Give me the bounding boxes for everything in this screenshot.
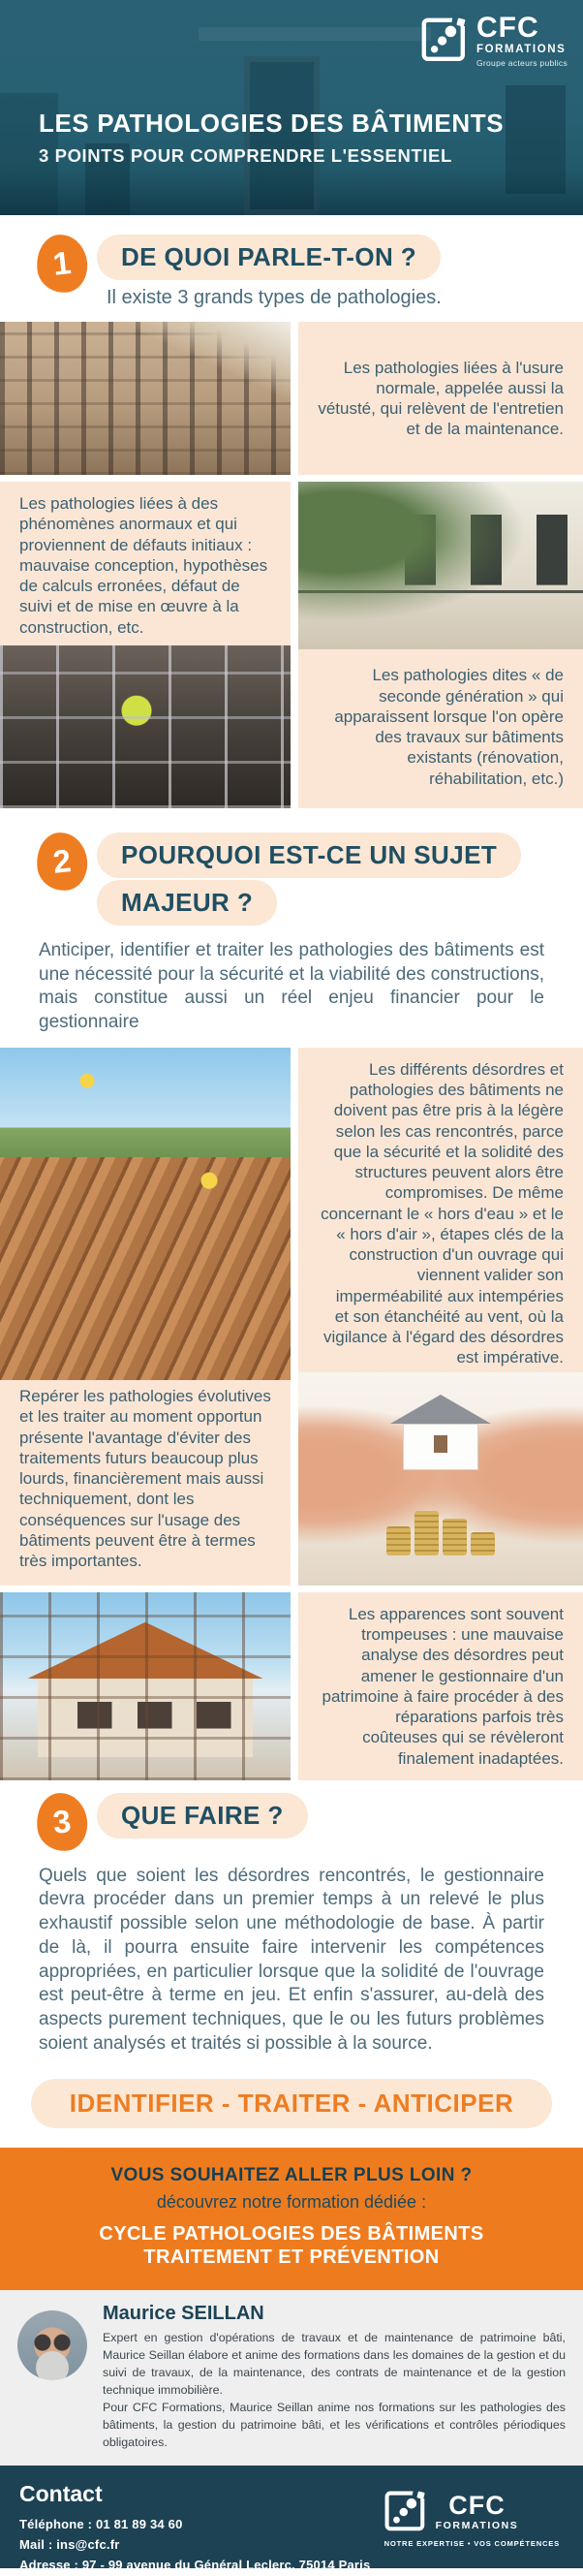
- contact-mail: Mail : ins@cfc.fr: [19, 2536, 120, 2552]
- section-3-title: QUE FAIRE ?: [97, 1793, 308, 1838]
- pathology-card-4: [298, 1048, 583, 1380]
- coin-stack: [443, 1519, 467, 1555]
- section-2-title-line1: POURQUOI EST-CE UN SUJET: [97, 832, 521, 878]
- decayed-building-photo: [0, 322, 291, 475]
- footer-logo-tagline: NOTRE EXPERTISE • VOS COMPÉTENCES: [384, 2539, 560, 2549]
- slogan-banner: IDENTIFIER - TRAITER - ANTICIPER: [31, 2079, 552, 2128]
- hands-house-coins-photo: [298, 1372, 583, 1586]
- cta-course-line1: CYCLE PATHOLOGIES DES BÂTIMENTS: [99, 2223, 484, 2246]
- pathology-card-2: [0, 482, 291, 649]
- pathology-card-3: [298, 645, 583, 808]
- house-model-roof: [390, 1395, 491, 1424]
- logo-subname: FORMATIONS: [476, 44, 567, 55]
- pathology-card-2-text: Les pathologies liées à des phénomènes anormaux et qui proviennent de défauts initiaux : mauvaise conception, hypothèses de calculs erronées, défaut de suivi et de mise en œuvre à la construction, etc.: [19, 494, 268, 637]
- hero-photo-shape: [506, 85, 566, 194]
- pathology-card-5: [0, 1372, 291, 1586]
- expert-name: Maurice SEILLAN: [103, 2303, 264, 2325]
- contact-block: [19, 2481, 370, 2575]
- house-model: [403, 1424, 478, 1470]
- section-1-rows: [0, 322, 583, 815]
- scaffolding-photo: [0, 645, 291, 808]
- cta-heading: VOUS SOUHAITEZ ALLER PLUS LOIN ?: [110, 2165, 473, 2186]
- logo-name: CFC: [448, 2491, 506, 2521]
- coin-stack: [386, 1526, 411, 1555]
- section-3-paragraph: Quels que soient les désordres rencontrés, le gestionnaire devra procéder dans un premier temps à un relevé le plus exhaustif possible selon une méthodologie de base. À partir de là, il pourra ensuite faire intervenir les compétences appropriées, en particulier lorsque que la solidité de l'ouvrage est peut-être à terme en jeu. Et enfin s'assurer, au-delà des aspects purement techniques, que le ou les futurs problèmes soient analysés et traités si possible à la source.: [39, 1865, 544, 2054]
- section-1-intro: Il existe 3 grands types de pathologies.: [107, 287, 442, 308]
- expert-section: [0, 2290, 583, 2466]
- section-1-title: DE QUOI PARLE-T-ON ?: [97, 235, 441, 280]
- cta-course-line2: TRAITEMENT ET PRÉVENTION: [143, 2246, 440, 2269]
- expert-bio-1: Expert en gestion d'opérations de travaux et de maintenance de patrimoine bâti, Maurice Seillan élabore et anime des formations dans les domaines de la gestion et du suivi de travaux, de la maintenance, des contrats de maintenance et de la gestion technique immobilière.: [103, 2331, 566, 2398]
- section-1-number-badge: 1: [34, 232, 90, 295]
- contact-phone: Téléphone : 01 81 89 34 60: [19, 2517, 183, 2532]
- logo-name: CFC: [476, 12, 539, 44]
- cfc-logo-icon: [384, 2491, 427, 2533]
- section-1-heading: [0, 235, 583, 309]
- pathology-row-3: [0, 645, 583, 808]
- section-2-heading: [0, 832, 583, 926]
- footer-cfc-logo: [384, 2491, 560, 2548]
- pathology-card-1: [298, 322, 583, 475]
- page-subtitle: 3 POINTS POUR COMPRENDRE L'ESSENTIEL: [39, 145, 452, 166]
- cta-banner: [0, 2148, 583, 2290]
- section-2-title-line2: MAJEUR ?: [97, 880, 277, 926]
- section-2-rows: [0, 1048, 583, 1772]
- footer: [0, 2466, 583, 2572]
- cta-course-title: [10, 2222, 573, 2269]
- pathology-row-2: [0, 482, 583, 639]
- coin-stack: [471, 1532, 495, 1555]
- coin-stacks: [386, 1511, 495, 1555]
- expert-avatar: [17, 2310, 87, 2380]
- contact-heading: Contact: [19, 2481, 103, 2507]
- old-facade-photo: [298, 482, 583, 649]
- roof-workers-photo: [0, 1048, 291, 1380]
- section-3-heading: [0, 1793, 583, 1851]
- cfc-logo-icon: [421, 17, 468, 64]
- pathology-row-6: [0, 1592, 583, 1768]
- pathology-row-5: [0, 1372, 583, 1586]
- scaffolding-grid: [0, 1592, 291, 1780]
- pathology-card-5-text: Repérer les pathologies évolutives et les traiter au moment opportun présente l'avantage d'éviter des traitements futurs beaucoup plus lourds, financièrement mais aussi techniquement, dont les conséquences sur l'usage des bâtiments peuvent être à termes très importantes.: [19, 1387, 271, 1571]
- pathology-row-1: [0, 322, 583, 475]
- cta-subheading: découvrez notre formation dédiée :: [156, 2192, 427, 2213]
- section-2-paragraph: Anticiper, identifier et traiter les pathologies des bâtiments est une nécessité pour la sécurité et la viabilité des constructions, mais constitue aussi un réel enjeu financier pour le gestionnaire: [39, 940, 544, 1033]
- pathology-card-6: [298, 1592, 583, 1780]
- logo-tagline: Groupe acteurs publics: [476, 57, 568, 68]
- cfc-logo: [421, 14, 568, 67]
- pathology-row-4: [0, 1048, 583, 1366]
- pathology-card-6-text: Les apparences sont souvent trompeuses : une mauvaise analyse des désordres peut amener le gestionnaire d'un patrimoine à faire procéder à des réparations parfois très coûteuses qui se révèleront finalement inadaptées.: [322, 1604, 564, 1768]
- page-title: LES PATHOLOGIES DES BÂTIMENTS: [39, 109, 505, 138]
- pathology-card-4-text: Les différents désordres et pathologies des bâtiments ne doivent pas être pris à la légère selon les cas rencontrés, parce que la sécurité et la solidité des structures peuvent alors être compromises. De même concernant le « hors d'eau » et le « hors d'air », étapes clés de la construction d'un ouvrage qui viennent valider son imperméabilité aux intempéries et son étanchéité au vent, où la vigilance à l'égard des désordres est impérative.: [321, 1059, 564, 1367]
- construction-site-photo: [0, 1592, 291, 1780]
- pathology-card-1-text: Les pathologies liées à l'usure normale, appelée aussi la vétusté, qui relèvent de l'entretien et de la maintenance.: [318, 358, 564, 439]
- pathology-card-3-text: Les pathologies dites « de seconde génération » qui apparaissent lorsque l'on opère des travaux sur bâtiments existants (rénovation, réhabilitation, etc.): [334, 666, 564, 788]
- contact-address: Adresse : 97 - 99 avenue du Général Leclerc, 75014 Paris: [19, 2557, 371, 2572]
- section-3-number-badge: 3: [34, 1790, 90, 1853]
- section-2-number-badge: 2: [34, 830, 90, 893]
- expert-bio-2: Pour CFC Formations, Maurice Seillan anime nos formations sur les pathologies des bâtiments, la gestion du patrimoine bâti, et les vérifications et contrôles périodiques obligatoires.: [103, 2401, 566, 2450]
- logo-subname: FORMATIONS: [435, 2520, 519, 2532]
- hero-photo-shape: [199, 27, 431, 41]
- header: [0, 0, 583, 215]
- coin-stack: [414, 1511, 439, 1555]
